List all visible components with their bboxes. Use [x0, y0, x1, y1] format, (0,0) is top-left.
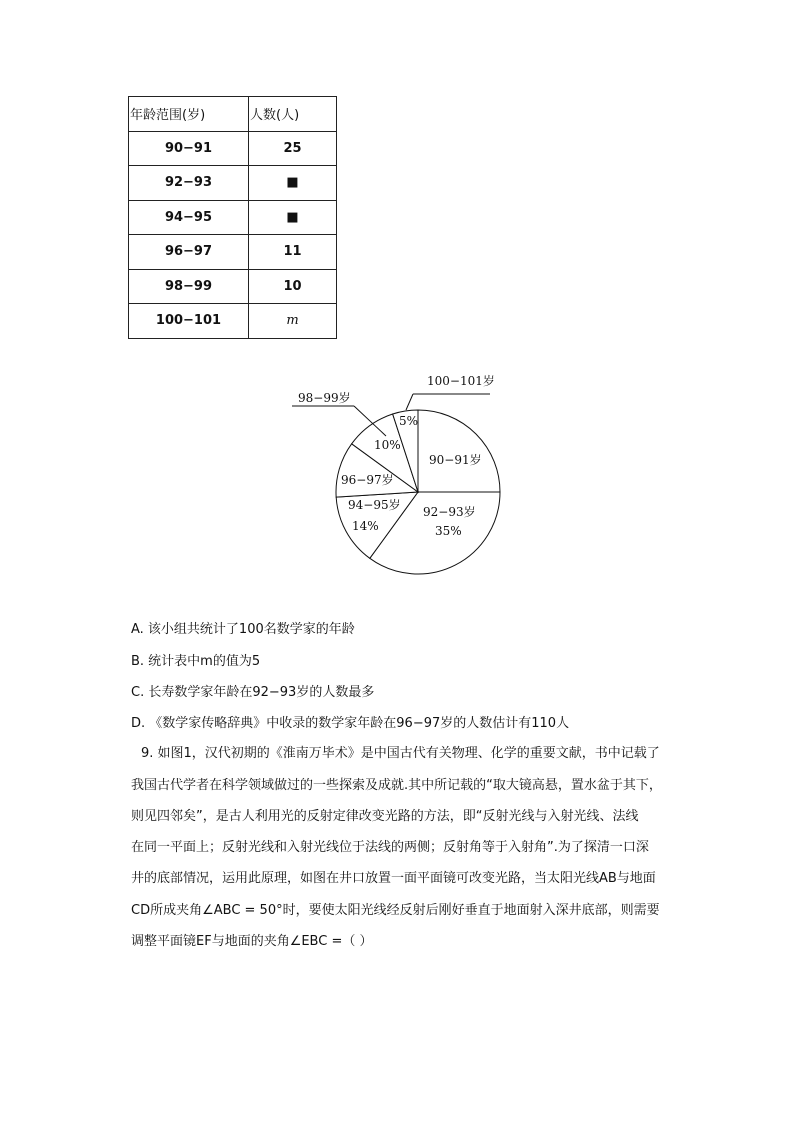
pie-slice	[418, 410, 500, 492]
table-header-age: 年龄范围(岁)	[129, 97, 249, 132]
option-a: A. 该小组共统计了100名数学家的年龄	[131, 622, 355, 637]
table-row	[129, 131, 337, 166]
question-9-line: 在同一平面上；反射光线和入射光线位于法线的两侧；反射角等于入射角”.为了探清一口深	[131, 840, 649, 855]
table-cell-range: 90−91	[164, 140, 213, 156]
table-cell-count: 11	[283, 244, 302, 260]
slice-percent-94-95: 14%	[352, 519, 379, 533]
table-row	[129, 200, 337, 235]
question-9-line: 则见四邻矣”，是古人利用光的反射定律改变光路的方法，即“反射光线与入射光线、法线	[131, 809, 639, 824]
table-row	[129, 235, 337, 270]
table-header-row	[129, 97, 337, 132]
table-cell-range: 94−95	[164, 209, 213, 225]
option-b: B. 统计表中m的值为5	[131, 654, 261, 669]
table-cell-range: 96−97	[164, 244, 213, 260]
slice-percent-92-93: 35%	[435, 524, 462, 538]
age-table	[128, 96, 337, 339]
slice-label-90-91: 90−91岁	[429, 453, 482, 467]
slice-percent-98-99: 10%	[374, 438, 401, 452]
table-cell-count: 25	[283, 140, 302, 156]
table-cell-count: ■	[286, 175, 299, 191]
slice-label-94-95: 94−95岁	[348, 498, 401, 512]
question-9-line: 调整平面镜EF与地面的夹角∠EBC =（ ）	[131, 934, 373, 949]
option-d: D. 《数学家传略辞典》中收录的数学家年龄在96−97岁的人数估计有110人	[131, 716, 570, 731]
table-row	[129, 166, 337, 201]
table-cell-range: 100−101	[155, 313, 222, 329]
slice-label-96-97: 96−97岁	[341, 473, 394, 487]
table-header-count: 人数(人)	[249, 97, 337, 132]
table-row	[129, 304, 337, 339]
table-cell-count: m	[286, 313, 299, 329]
slice-label-92-93: 92−93岁	[423, 505, 476, 519]
table-cell-count: ■	[286, 209, 299, 225]
slice-label-100-101: 100−101岁	[427, 374, 495, 388]
question-9-line: 9. 如图1，汉代初期的《淮南万毕术》是中国古代有关物理、化学的重要文献，书中记载了	[141, 746, 660, 761]
leader-line-100-101-diag	[406, 394, 413, 410]
table-cell-count: 10	[283, 278, 302, 294]
question-9-line: CD所成夹角∠ABC = 50°时，要使太阳光线经反射后刚好垂直于地面射入深井底部，则需要	[131, 903, 660, 918]
age-pie-chart	[285, 368, 515, 580]
slice-label-98-99: 98−99岁	[298, 391, 351, 405]
option-c: C. 长寿数学家年龄在92−93岁的人数最多	[131, 685, 375, 700]
question-9-line: 我国古代学者在科学领域做过的一些探索及成就.其中所记载的“取大镜高悬，置水盆于其下，	[131, 778, 662, 793]
table-cell-range: 92−93	[164, 175, 213, 191]
table-row	[129, 269, 337, 304]
table-cell-range: 98−99	[164, 278, 213, 294]
question-9-line: 井的底部情况，运用此原理，如图在井口放置一面平面镜可改变光路，当太阳光线AB与地面	[131, 871, 656, 886]
slice-percent-100-101: 5%	[399, 414, 419, 428]
